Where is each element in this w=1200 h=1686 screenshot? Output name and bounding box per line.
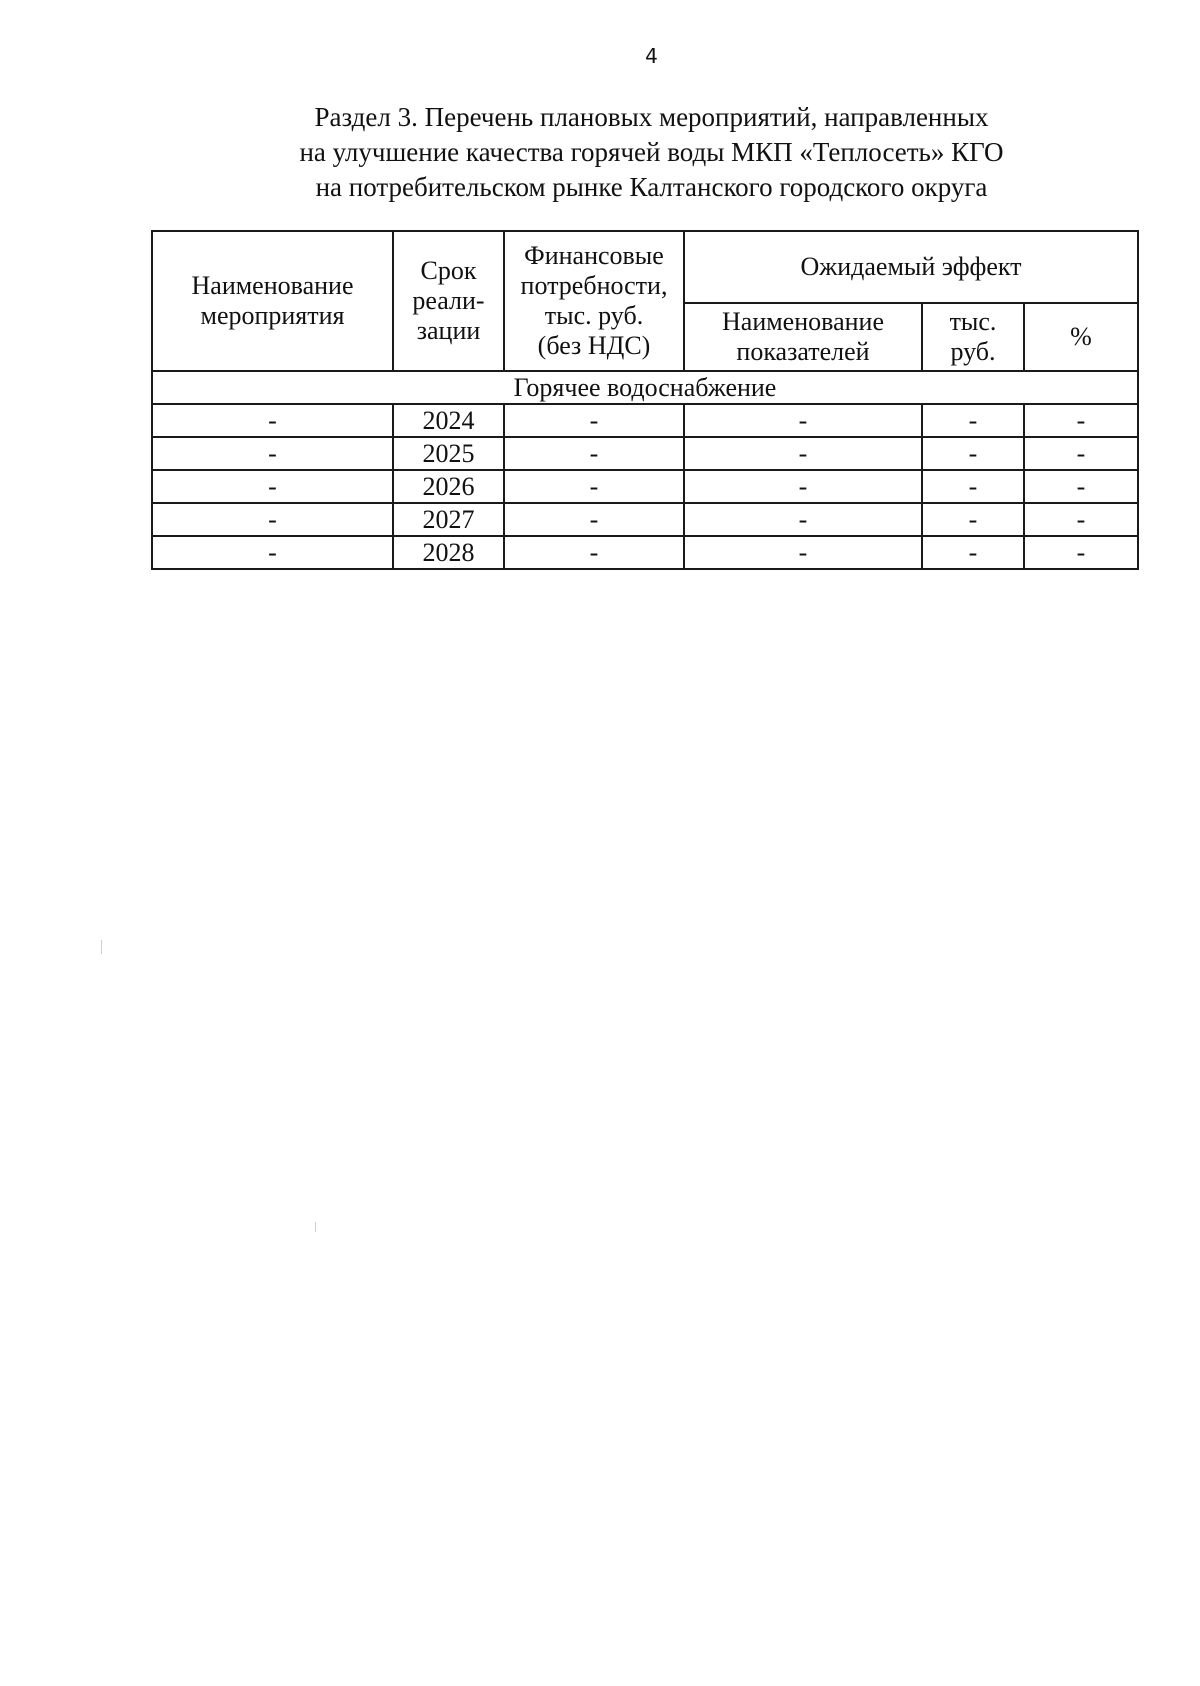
cell-year: 2028	[393, 536, 504, 569]
cell-percent: -	[1024, 536, 1138, 569]
cell-finance: -	[504, 536, 684, 569]
table-row	[152, 437, 1138, 470]
header-rub-line-2: руб.	[950, 337, 996, 366]
cell-thousand-rub: -	[922, 437, 1024, 470]
cell-thousand-rub: -	[922, 503, 1024, 536]
cell-thousand-rub: -	[922, 404, 1024, 437]
cell-year: 2025	[393, 437, 504, 470]
cell-indicator: -	[684, 503, 922, 536]
header-percent: %	[1024, 303, 1138, 371]
cell-year: 2024	[393, 404, 504, 437]
header-term-line-1: Срок	[420, 256, 477, 285]
header-indicator-line-2: показателей	[736, 337, 870, 366]
header-measure-name-line-1: Наименование	[191, 271, 354, 300]
heading-line-3: на потребительском рынке Калтанского городского округа	[315, 172, 988, 202]
cell-percent: -	[1024, 503, 1138, 536]
table-row	[152, 503, 1138, 536]
table-row	[152, 536, 1138, 569]
header-thousand-rub	[922, 303, 1024, 371]
header-rub-line-1: тыс.	[949, 307, 997, 336]
cell-finance: -	[504, 404, 684, 437]
section-heading	[0, 100, 1200, 205]
table-row	[152, 404, 1138, 437]
header-indicator-name	[684, 303, 922, 371]
cell-percent: -	[1024, 437, 1138, 470]
header-term-line-3: зации	[416, 316, 481, 345]
scan-artifact-mark	[101, 940, 102, 954]
header-finance-line-4: (без НДС)	[537, 331, 651, 360]
cell-indicator: -	[684, 470, 922, 503]
header-indicator-line-1: Наименование	[722, 307, 884, 336]
table-section-row	[152, 371, 1138, 404]
cell-thousand-rub: -	[922, 470, 1024, 503]
measures-table	[151, 230, 1139, 570]
scan-artifact-mark	[315, 1222, 316, 1232]
cell-indicator: -	[684, 437, 922, 470]
header-term	[393, 231, 504, 371]
header-finance-line-3: тыс. руб.	[544, 301, 644, 330]
header-finance-line-1: Финансовые	[524, 241, 664, 270]
cell-indicator: -	[684, 404, 922, 437]
cell-percent: -	[1024, 470, 1138, 503]
cell-finance: -	[504, 470, 684, 503]
table-row	[152, 470, 1138, 503]
cell-year: 2027	[393, 503, 504, 536]
cell-measure-name: -	[152, 470, 393, 503]
section-title: Горячее водоснабжение	[152, 371, 1138, 404]
cell-indicator: -	[684, 536, 922, 569]
header-finance-line-2: потребности,	[520, 271, 668, 300]
header-term-line-2: реали-	[412, 286, 485, 315]
header-expected-effect: Ожидаемый эффект	[684, 231, 1138, 303]
header-measure-name-line-2: мероприятия	[200, 301, 345, 330]
cell-measure-name: -	[152, 503, 393, 536]
cell-finance: -	[504, 503, 684, 536]
table-header-row	[152, 231, 1138, 303]
cell-thousand-rub: -	[922, 536, 1024, 569]
header-measure-name	[152, 231, 393, 371]
heading-line-2: на улучшение качества горячей воды МКП «Теплосеть» КГО	[299, 137, 1004, 167]
heading-line-1: Раздел 3. Перечень плановых мероприятий, направленных	[314, 102, 989, 132]
page-number: 4	[645, 44, 658, 68]
cell-measure-name: -	[152, 404, 393, 437]
cell-finance: -	[504, 437, 684, 470]
cell-measure-name: -	[152, 437, 393, 470]
cell-year: 2026	[393, 470, 504, 503]
header-finance	[504, 231, 684, 371]
cell-percent: -	[1024, 404, 1138, 437]
cell-measure-name: -	[152, 536, 393, 569]
